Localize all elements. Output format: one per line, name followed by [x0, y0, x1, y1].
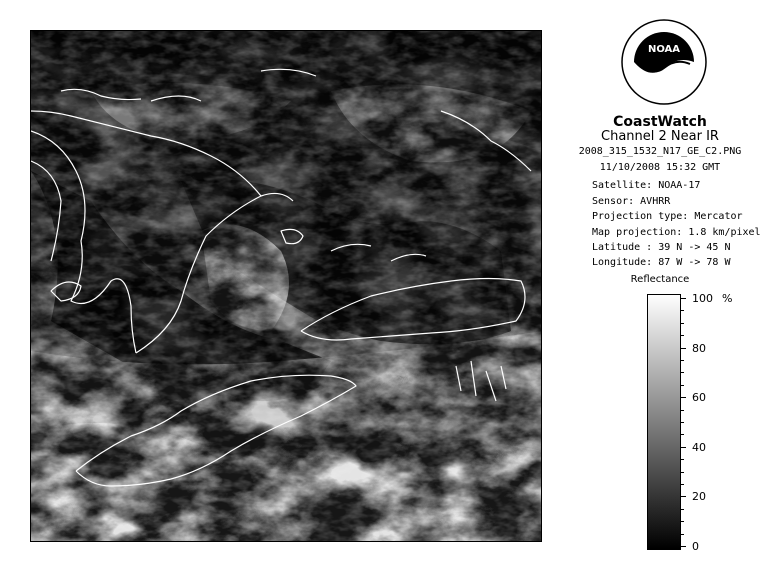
colorbar-minor-tick: [681, 459, 684, 460]
colorbar-minor-tick: [681, 509, 684, 510]
colorbar-minor-tick: [681, 472, 684, 473]
map-projection-info: Map projection: 1.8 km/pixel: [592, 227, 761, 238]
colorbar-minor-tick: [681, 434, 684, 435]
colorbar-tick: [681, 397, 686, 398]
satellite-info: Satellite: NOAA-17: [592, 180, 701, 191]
sensor-info: Sensor: AVHRR: [592, 196, 671, 207]
channel-label: Channel 2 Near IR: [601, 129, 719, 144]
colorbar-minor-tick: [681, 484, 684, 485]
reflectance-colorbar: [647, 294, 681, 550]
latitude-info: Latitude : 39 N -> 45 N: [592, 242, 731, 253]
noaa-logo: [620, 18, 708, 106]
colorbar-tick-label: 0: [692, 540, 699, 553]
svg-text:NOAA: NOAA: [647, 44, 681, 55]
colorbar-label: Reflectance: [630, 274, 690, 285]
colorbar-minor-tick: [681, 385, 684, 386]
colorbar-tick-label: 20: [692, 490, 706, 504]
longitude-info: Longitude: 87 W -> 78 W: [592, 257, 731, 268]
colorbar-tick-label: 80: [692, 341, 706, 355]
colorbar-tick-label: 40: [692, 440, 706, 454]
projection-type-info: Projection type: Mercator: [592, 211, 743, 222]
colorbar-minor-tick: [681, 360, 684, 361]
file-name: 2008_315_1532_N17_GE_C2.PNG: [578, 146, 742, 157]
colorbar-tick-label: 60: [692, 391, 706, 405]
satellite-image: [30, 30, 542, 542]
colorbar-minor-tick: [681, 372, 684, 373]
colorbar-unit: %: [722, 292, 733, 305]
colorbar-tick-label: 100: [692, 292, 713, 305]
colorbar-tick: [681, 298, 686, 299]
colorbar-minor-tick: [681, 310, 684, 311]
colorbar-tick: [681, 496, 686, 497]
date-time: 11/10/2008 15:32 GMT: [599, 162, 721, 173]
colorbar-tick: [681, 546, 686, 547]
colorbar-tick: [681, 447, 686, 448]
colorbar-minor-tick: [681, 422, 684, 423]
colorbar-minor-tick: [681, 335, 684, 336]
colorbar-minor-tick: [681, 323, 684, 324]
colorbar-tick: [681, 348, 686, 349]
colorbar-minor-tick: [681, 534, 684, 535]
colorbar-minor-tick: [681, 410, 684, 411]
colorbar-minor-tick: [681, 521, 684, 522]
app-title: CoastWatch: [613, 114, 707, 130]
